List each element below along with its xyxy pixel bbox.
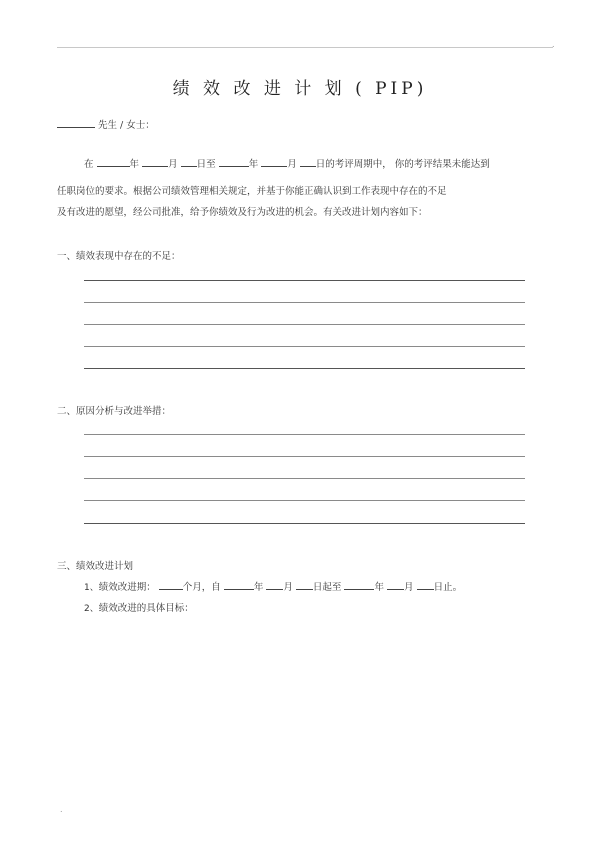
section-2-heading: 二、原因分析与改进举措：	[57, 406, 172, 417]
item-2-number: 2、	[84, 604, 99, 614]
months-label: 个月，自	[182, 582, 221, 593]
end-month-blank[interactable]	[261, 156, 287, 167]
year-label: 年	[248, 159, 259, 170]
header-rule	[57, 47, 553, 48]
salutation-line	[57, 117, 155, 131]
intro-line-2: 任职岗位的要求。根据公司绩效管理相关规定，并基于你能正确认识到工作表现中存在的不足	[57, 186, 447, 197]
salutation-text: 先生 / 女士：	[98, 120, 155, 131]
answer-line[interactable]	[84, 434, 525, 435]
answer-line[interactable]	[84, 478, 525, 479]
plan-start-year-blank[interactable]	[224, 579, 254, 590]
name-blank[interactable]	[57, 117, 95, 128]
answer-line[interactable]	[84, 368, 525, 369]
plan-item-2	[84, 600, 194, 614]
document-title: 绩 效 改 进 计 划 ( PIP)	[172, 79, 428, 99]
months-blank[interactable]	[159, 579, 183, 590]
item-1-label: 绩效改进期：	[98, 582, 156, 593]
answer-line[interactable]	[84, 280, 525, 281]
answer-line[interactable]	[84, 346, 525, 347]
answer-line[interactable]	[84, 500, 525, 501]
year-label: 年	[253, 582, 264, 593]
year-label: 年	[129, 159, 140, 170]
end-year-blank[interactable]	[219, 156, 249, 167]
month-label: 月	[168, 159, 178, 170]
item-2-label: 绩效改进的具体目标：	[98, 603, 194, 614]
plan-end-year-blank[interactable]	[344, 579, 374, 590]
from-label: 日起至	[312, 582, 342, 593]
section-1-heading: 一、绩效表现中存在的不足：	[57, 251, 181, 262]
start-day-blank[interactable]	[181, 156, 197, 167]
end-day-blank[interactable]	[300, 156, 316, 167]
section-3-heading: 三、绩效改进计划	[57, 561, 134, 572]
answer-line[interactable]	[84, 302, 525, 303]
plan-start-month-blank[interactable]	[266, 579, 283, 590]
day-to-label: 日至	[196, 159, 216, 170]
month-label: 月	[404, 582, 414, 593]
start-month-blank[interactable]	[142, 156, 168, 167]
month-label: 月	[287, 159, 297, 170]
review-period-text: 日的考评周期中， 你的考评结果未能达到	[315, 159, 490, 170]
end-label: 日止。	[433, 582, 463, 593]
plan-start-day-blank[interactable]	[296, 579, 313, 590]
year-label: 年	[374, 582, 384, 593]
start-year-blank[interactable]	[97, 156, 130, 167]
intro-line-1	[84, 156, 490, 170]
intro-at: 在	[84, 159, 94, 170]
footer-mark: .	[60, 805, 63, 814]
answer-line[interactable]	[84, 456, 525, 457]
item-1-number: 1、	[84, 583, 99, 593]
plan-item-1	[84, 579, 462, 593]
answer-line[interactable]	[84, 523, 525, 524]
month-label: 月	[283, 582, 293, 593]
plan-end-month-blank[interactable]	[387, 579, 404, 590]
corner-mark: .	[552, 40, 555, 49]
plan-end-day-blank[interactable]	[417, 579, 434, 590]
answer-line[interactable]	[84, 324, 525, 325]
intro-line-3: 及有改进的愿望，经公司批准，给予你绩效及行为改进的机会。有关改进计划内容如下：	[57, 207, 428, 218]
